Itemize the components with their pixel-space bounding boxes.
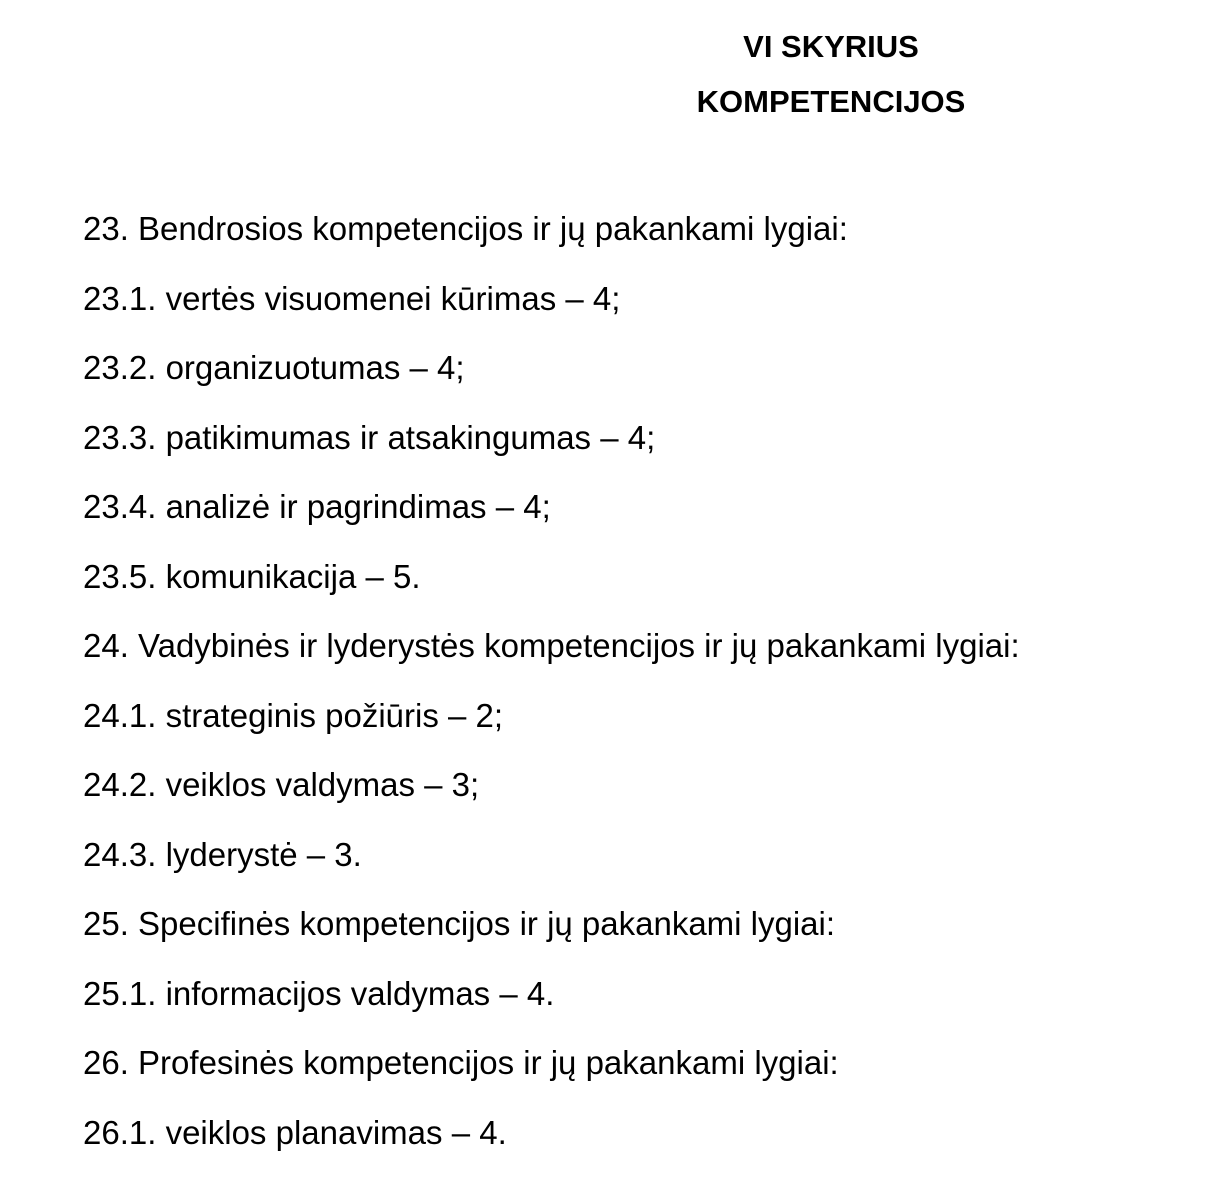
section-heading-23: 23. Bendrosios kompetencijos ir jų pakankami lygiai: bbox=[83, 210, 848, 247]
list-item-23-1: 23.1. vertės visuomenei kūrimas – 4; bbox=[83, 279, 621, 317]
list-item-24-3: 24.3. lyderystė – 3. bbox=[83, 835, 362, 873]
list-item-26-1: 26.1. veiklos planavimas – 4. bbox=[83, 1113, 507, 1151]
list-item-23-5: 23.5. komunikacija – 5. bbox=[83, 557, 421, 595]
section-heading-24: 24. Vadybinės ir lyderystės kompetencijos ir jų pakankami lygiai: bbox=[83, 627, 1020, 664]
chapter-heading: VI SKYRIUS bbox=[743, 29, 919, 64]
list-item-24-2: 24.2. veiklos valdymas – 3; bbox=[83, 766, 480, 803]
section-heading-25: 25. Specifinės kompetencijos ir jų pakankami lygiai: bbox=[83, 905, 836, 942]
list-item-24-1: 24.1. strateginis požiūris – 2; bbox=[83, 696, 504, 734]
list-item-25-1: 25.1. informacijos valdymas – 4. bbox=[83, 974, 555, 1012]
list-item-23-4: 23.4. analizė ir pagrindimas – 4; bbox=[83, 488, 551, 525]
list-item-23-2: 23.2. organizuotumas – 4; bbox=[83, 349, 465, 386]
section-heading-26: 26. Profesinės kompetencijos ir jų pakankami lygiai: bbox=[83, 1044, 839, 1081]
competency-list bbox=[83, 207, 1193, 1180]
chapter-title: KOMPETENCIJOS bbox=[696, 84, 966, 119]
list-item-23-3: 23.3. patikimumas ir atsakingumas – 4; bbox=[83, 418, 656, 456]
